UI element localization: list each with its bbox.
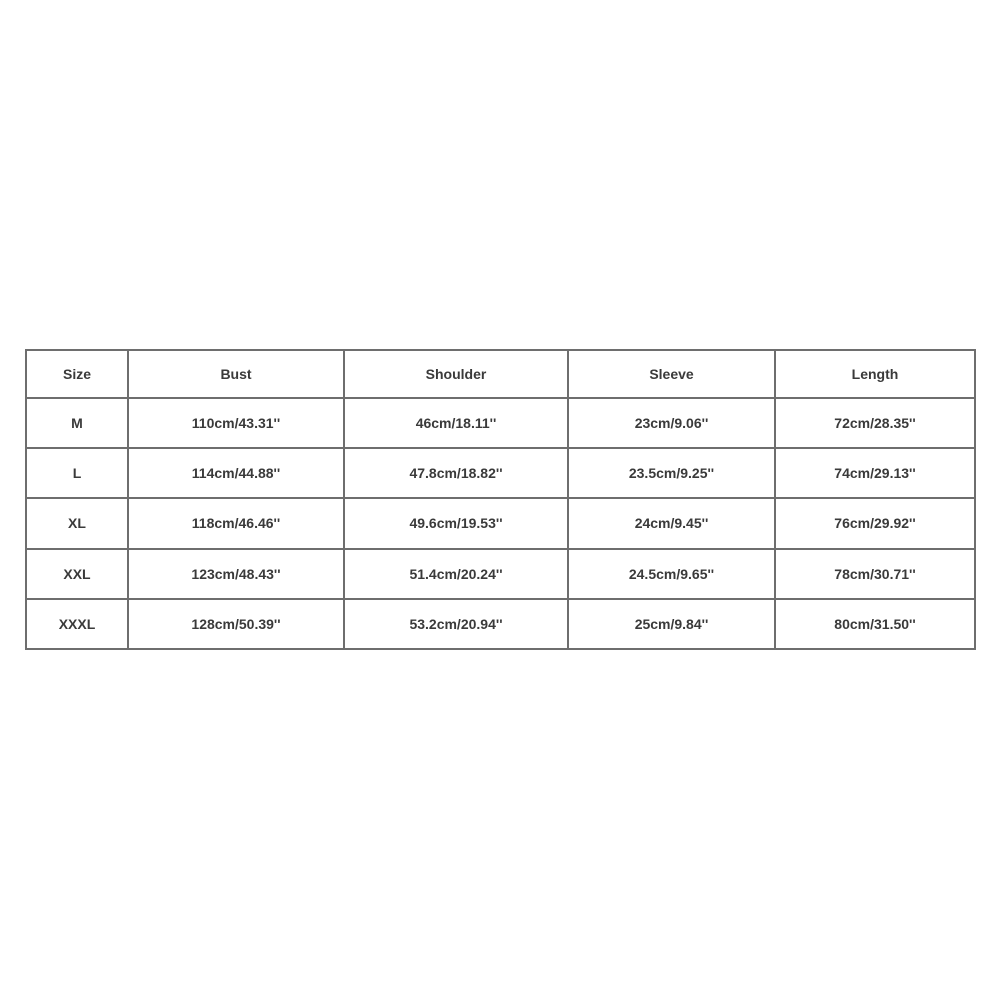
table-header — [26, 350, 975, 398]
table-row — [26, 448, 975, 498]
table-row — [26, 398, 975, 448]
header-length: Length — [775, 350, 975, 398]
table-row — [26, 498, 975, 548]
cell-shoulder: 49.6cm/19.53'' — [344, 498, 568, 548]
cell-shoulder: 51.4cm/20.24'' — [344, 549, 568, 599]
cell-length: 80cm/31.50'' — [775, 599, 975, 649]
cell-length: 78cm/30.71'' — [775, 549, 975, 599]
cell-shoulder: 46cm/18.11'' — [344, 398, 568, 448]
cell-bust: 118cm/46.46'' — [128, 498, 344, 548]
cell-length: 74cm/29.13'' — [775, 448, 975, 498]
cell-bust: 123cm/48.43'' — [128, 549, 344, 599]
cell-sleeve: 25cm/9.84'' — [568, 599, 775, 649]
cell-shoulder: 47.8cm/18.82'' — [344, 448, 568, 498]
cell-size: L — [26, 448, 128, 498]
cell-size: XXL — [26, 549, 128, 599]
header-bust: Bust — [128, 350, 344, 398]
cell-bust: 128cm/50.39'' — [128, 599, 344, 649]
cell-size: M — [26, 398, 128, 448]
cell-bust: 114cm/44.88'' — [128, 448, 344, 498]
cell-sleeve: 23cm/9.06'' — [568, 398, 775, 448]
header-size: Size — [26, 350, 128, 398]
cell-length: 76cm/29.92'' — [775, 498, 975, 548]
table-row — [26, 599, 975, 649]
header-row — [26, 350, 975, 398]
header-shoulder: Shoulder — [344, 350, 568, 398]
cell-size: XXXL — [26, 599, 128, 649]
table-row — [26, 549, 975, 599]
cell-sleeve: 24cm/9.45'' — [568, 498, 775, 548]
cell-sleeve: 23.5cm/9.25'' — [568, 448, 775, 498]
header-sleeve: Sleeve — [568, 350, 775, 398]
cell-size: XL — [26, 498, 128, 548]
cell-shoulder: 53.2cm/20.94'' — [344, 599, 568, 649]
table-body — [26, 398, 975, 649]
size-chart-table — [25, 349, 976, 650]
cell-sleeve: 24.5cm/9.65'' — [568, 549, 775, 599]
cell-length: 72cm/28.35'' — [775, 398, 975, 448]
cell-bust: 110cm/43.31'' — [128, 398, 344, 448]
